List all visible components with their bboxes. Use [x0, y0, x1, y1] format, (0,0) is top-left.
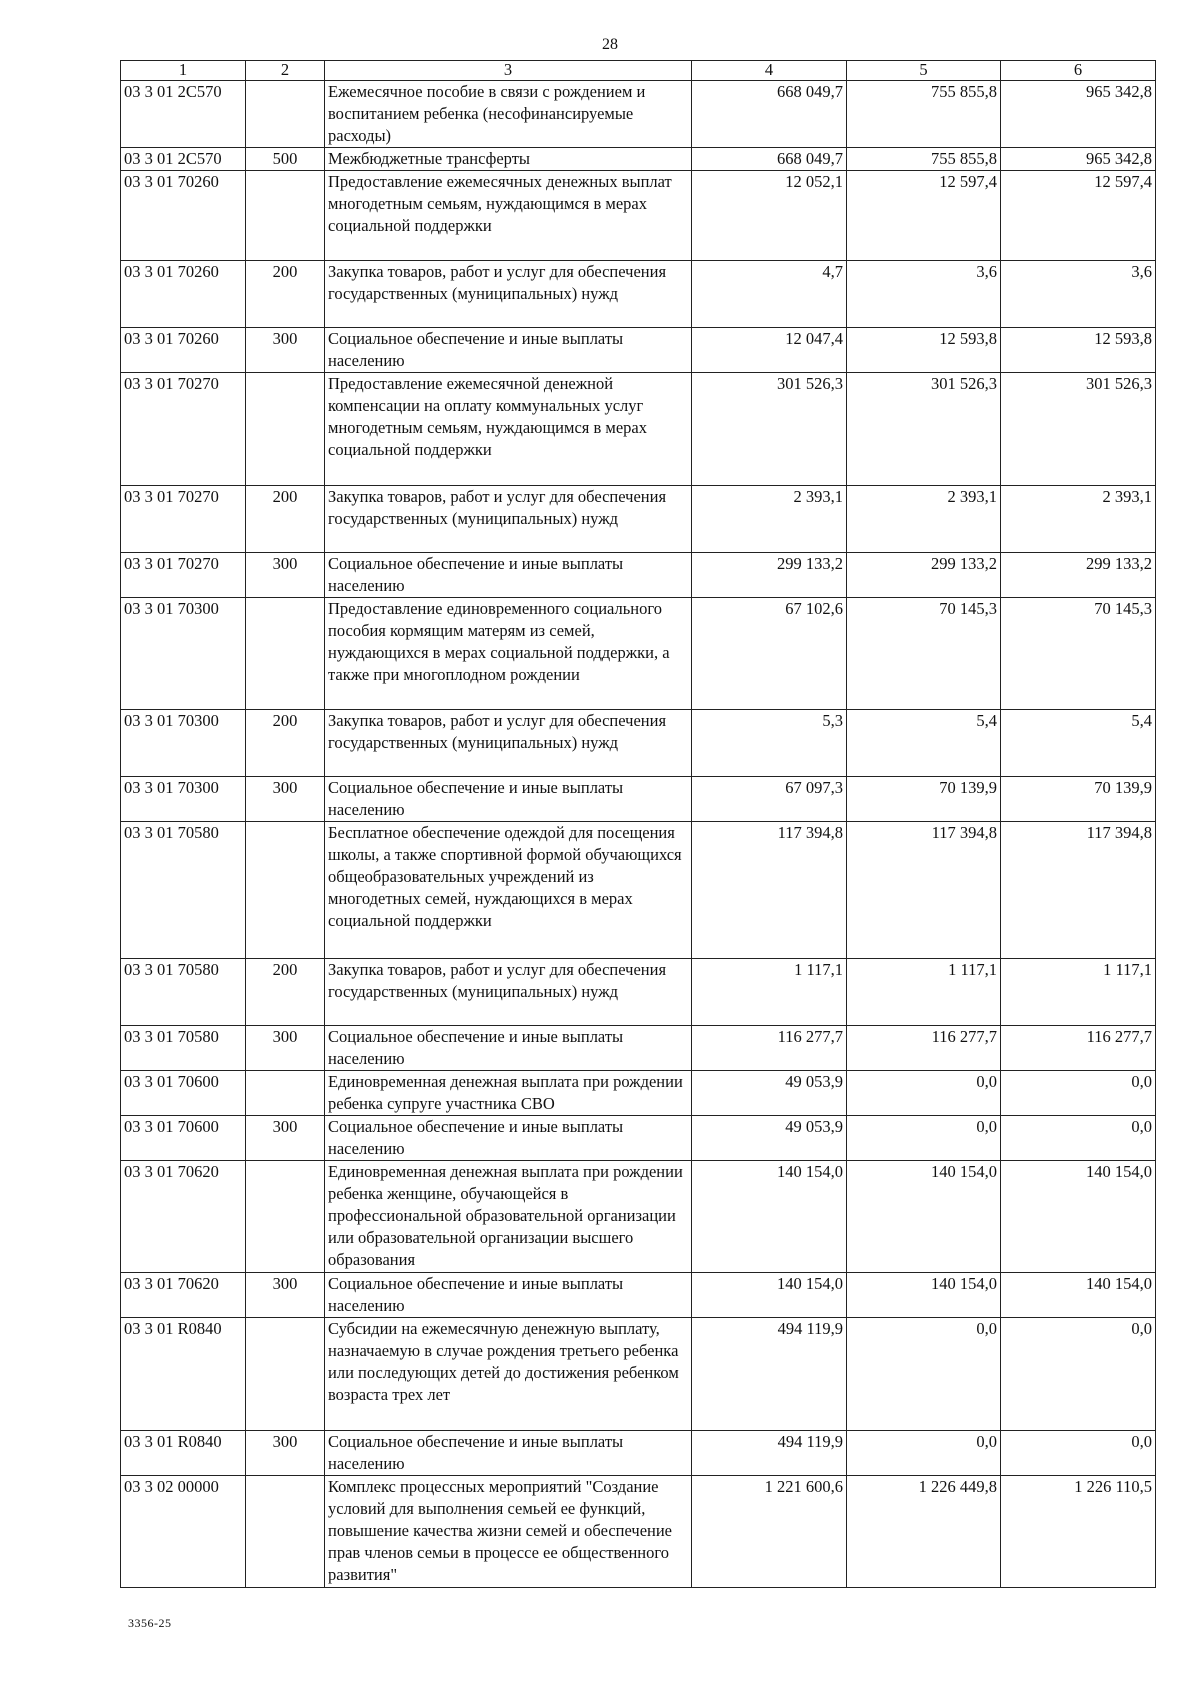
amount-col4: 67 102,6	[692, 598, 847, 710]
expense-type: 200	[246, 261, 325, 328]
table-row	[121, 81, 1156, 148]
col-header-2: 2	[246, 61, 325, 81]
target-code: 03 3 01 70260	[121, 171, 246, 261]
expense-type	[246, 81, 325, 148]
col-header-4: 4	[692, 61, 847, 81]
target-code: 03 3 01 70620	[121, 1161, 246, 1273]
amount-col6: 965 342,8	[1001, 148, 1156, 171]
expense-type: 200	[246, 710, 325, 777]
target-code: 03 3 01 70260	[121, 261, 246, 328]
amount-col5: 116 277,7	[847, 1026, 1001, 1071]
col-header-6: 6	[1001, 61, 1156, 81]
description: Социальное обеспечение и иные выплаты населению	[325, 1431, 692, 1476]
target-code: 03 3 01 70580	[121, 822, 246, 959]
amount-col6: 70 139,9	[1001, 777, 1156, 822]
expense-type: 300	[246, 1116, 325, 1161]
target-code: 03 3 01 70270	[121, 486, 246, 553]
amount-col5: 117 394,8	[847, 822, 1001, 959]
col-header-1: 1	[121, 61, 246, 81]
amount-col5: 755 855,8	[847, 148, 1001, 171]
amount-col5: 301 526,3	[847, 373, 1001, 486]
amount-col4: 494 119,9	[692, 1318, 847, 1431]
table-row	[121, 1476, 1156, 1588]
target-code: 03 3 01 70300	[121, 777, 246, 822]
description: Закупка товаров, работ и услуг для обеспечения государственных (муниципальных) нужд	[325, 261, 692, 328]
amount-col6: 12 597,4	[1001, 171, 1156, 261]
expense-type	[246, 171, 325, 261]
description: Закупка товаров, работ и услуг для обеспечения государственных (муниципальных) нужд	[325, 710, 692, 777]
table-row	[121, 328, 1156, 373]
target-code: 03 3 01 70600	[121, 1116, 246, 1161]
amount-col5: 0,0	[847, 1318, 1001, 1431]
header-row	[121, 61, 1156, 81]
expense-type: 300	[246, 328, 325, 373]
amount-col6: 0,0	[1001, 1071, 1156, 1116]
table-row	[121, 1026, 1156, 1071]
target-code: 03 3 01 70270	[121, 373, 246, 486]
description: Единовременная денежная выплата при рождении ребенка женщине, обучающейся в профессиональной образовательной организации или образовательной организации высшего образования	[325, 1161, 692, 1273]
description: Социальное обеспечение и иные выплаты населению	[325, 1273, 692, 1318]
amount-col5: 755 855,8	[847, 81, 1001, 148]
amount-col6: 965 342,8	[1001, 81, 1156, 148]
table-row	[121, 710, 1156, 777]
amount-col5: 0,0	[847, 1431, 1001, 1476]
table-row	[121, 1116, 1156, 1161]
page-number: 28	[602, 36, 618, 53]
expense-type: 200	[246, 486, 325, 553]
table-row	[121, 1318, 1156, 1431]
table-row	[121, 1161, 1156, 1273]
amount-col5: 12 593,8	[847, 328, 1001, 373]
amount-col4: 4,7	[692, 261, 847, 328]
expense-type: 300	[246, 1273, 325, 1318]
description: Комплекс процессных мероприятий "Создание условий для выполнения семьей ее функций, повышение качества жизни семей и обеспечение прав членов семьи в процессе ее общественного развития"	[325, 1476, 692, 1588]
table-row	[121, 1071, 1156, 1116]
col-header-5: 5	[847, 61, 1001, 81]
amount-col4: 49 053,9	[692, 1116, 847, 1161]
expense-type: 300	[246, 1431, 325, 1476]
amount-col6: 0,0	[1001, 1116, 1156, 1161]
amount-col6: 5,4	[1001, 710, 1156, 777]
target-code: 03 3 01 70300	[121, 710, 246, 777]
description: Ежемесячное пособие в связи с рождением и воспитанием ребенка (несофинансируемые расходы)	[325, 81, 692, 148]
amount-col6: 1 117,1	[1001, 959, 1156, 1026]
amount-col6: 117 394,8	[1001, 822, 1156, 959]
table-row	[121, 261, 1156, 328]
amount-col6: 140 154,0	[1001, 1161, 1156, 1273]
amount-col5: 70 139,9	[847, 777, 1001, 822]
description: Закупка товаров, работ и услуг для обеспечения государственных (муниципальных) нужд	[325, 959, 692, 1026]
target-code: 03 3 01 70300	[121, 598, 246, 710]
amount-col6: 0,0	[1001, 1431, 1156, 1476]
document-code: 3356-25	[128, 1616, 172, 1630]
amount-col4: 117 394,8	[692, 822, 847, 959]
amount-col4: 301 526,3	[692, 373, 847, 486]
expense-type	[246, 373, 325, 486]
description: Предоставление ежемесячной денежной компенсации на оплату коммунальных услуг многодетным семьям, нуждающимся в мерах социальной поддержки	[325, 373, 692, 486]
description: Единовременная денежная выплата при рождении ребенка супруге участника СВО	[325, 1071, 692, 1116]
table-row	[121, 486, 1156, 553]
amount-col6: 116 277,7	[1001, 1026, 1156, 1071]
description: Закупка товаров, работ и услуг для обеспечения государственных (муниципальных) нужд	[325, 486, 692, 553]
expense-type: 500	[246, 148, 325, 171]
amount-col5: 3,6	[847, 261, 1001, 328]
target-code: 03 3 01 70600	[121, 1071, 246, 1116]
amount-col5: 1 117,1	[847, 959, 1001, 1026]
expense-type	[246, 1318, 325, 1431]
table-row	[121, 373, 1156, 486]
amount-col4: 116 277,7	[692, 1026, 847, 1071]
amount-col4: 67 097,3	[692, 777, 847, 822]
target-code: 03 3 01 R0840	[121, 1431, 246, 1476]
table-row	[121, 959, 1156, 1026]
amount-col5: 299 133,2	[847, 553, 1001, 598]
expense-type	[246, 822, 325, 959]
table-row	[121, 822, 1156, 959]
amount-col4: 494 119,9	[692, 1431, 847, 1476]
amount-col5: 70 145,3	[847, 598, 1001, 710]
budget-table	[120, 60, 1156, 1588]
amount-col6: 0,0	[1001, 1318, 1156, 1431]
amount-col4: 12 052,1	[692, 171, 847, 261]
amount-col5: 140 154,0	[847, 1273, 1001, 1318]
amount-col5: 0,0	[847, 1116, 1001, 1161]
description: Бесплатное обеспечение одеждой для посещения школы, а также спортивной формой обучающихся общеобразовательных учреждений из многодетных семей, нуждающихся в мерах социальной поддержки	[325, 822, 692, 959]
description: Межбюджетные трансферты	[325, 148, 692, 171]
amount-col4: 668 049,7	[692, 148, 847, 171]
table-row	[121, 598, 1156, 710]
amount-col5: 2 393,1	[847, 486, 1001, 553]
amount-col6: 3,6	[1001, 261, 1156, 328]
amount-col5: 0,0	[847, 1071, 1001, 1116]
amount-col4: 49 053,9	[692, 1071, 847, 1116]
table-row	[121, 553, 1156, 598]
table-row	[121, 777, 1156, 822]
target-code: 03 3 02 00000	[121, 1476, 246, 1588]
amount-col6: 301 526,3	[1001, 373, 1156, 486]
amount-col5: 5,4	[847, 710, 1001, 777]
amount-col5: 1 226 449,8	[847, 1476, 1001, 1588]
expense-type: 300	[246, 777, 325, 822]
amount-col4: 1 221 600,6	[692, 1476, 847, 1588]
amount-col6: 299 133,2	[1001, 553, 1156, 598]
target-code: 03 3 01 R0840	[121, 1318, 246, 1431]
description: Социальное обеспечение и иные выплаты населению	[325, 553, 692, 598]
description: Социальное обеспечение и иные выплаты населению	[325, 777, 692, 822]
description: Социальное обеспечение и иные выплаты населению	[325, 1116, 692, 1161]
target-code: 03 3 01 70260	[121, 328, 246, 373]
amount-col4: 12 047,4	[692, 328, 847, 373]
amount-col6: 12 593,8	[1001, 328, 1156, 373]
target-code: 03 3 01 70620	[121, 1273, 246, 1318]
expense-type	[246, 1161, 325, 1273]
amount-col6: 70 145,3	[1001, 598, 1156, 710]
amount-col5: 140 154,0	[847, 1161, 1001, 1273]
table-body	[121, 81, 1156, 1588]
col-header-3: 3	[325, 61, 692, 81]
amount-col5: 12 597,4	[847, 171, 1001, 261]
amount-col6: 2 393,1	[1001, 486, 1156, 553]
expense-type: 200	[246, 959, 325, 1026]
expense-type	[246, 1071, 325, 1116]
description: Социальное обеспечение и иные выплаты населению	[325, 1026, 692, 1071]
expense-type	[246, 1476, 325, 1588]
amount-col6: 1 226 110,5	[1001, 1476, 1156, 1588]
description: Субсидии на ежемесячную денежную выплату, назначаемую в случае рождения третьего ребенка или последующих детей до достижения ребенком возраста трех лет	[325, 1318, 692, 1431]
amount-col4: 299 133,2	[692, 553, 847, 598]
target-code: 03 3 01 70580	[121, 1026, 246, 1071]
description: Предоставление единовременного социального пособия кормящим матерям из семей, нуждающихся в мерах социальной поддержки, а также при многоплодном рождении	[325, 598, 692, 710]
target-code: 03 3 01 70270	[121, 553, 246, 598]
table-row	[121, 148, 1156, 171]
amount-col6: 140 154,0	[1001, 1273, 1156, 1318]
amount-col4: 5,3	[692, 710, 847, 777]
description: Предоставление ежемесячных денежных выплат многодетным семьям, нуждающимся в мерах социальной поддержки	[325, 171, 692, 261]
amount-col4: 668 049,7	[692, 81, 847, 148]
expense-type: 300	[246, 1026, 325, 1071]
amount-col4: 1 117,1	[692, 959, 847, 1026]
expense-type	[246, 598, 325, 710]
target-code: 03 3 01 2С570	[121, 81, 246, 148]
description: Социальное обеспечение и иные выплаты населению	[325, 328, 692, 373]
table-row	[121, 1431, 1156, 1476]
amount-col4: 2 393,1	[692, 486, 847, 553]
table-row	[121, 1273, 1156, 1318]
amount-col4: 140 154,0	[692, 1161, 847, 1273]
table-row	[121, 171, 1156, 261]
amount-col4: 140 154,0	[692, 1273, 847, 1318]
target-code: 03 3 01 2С570	[121, 148, 246, 171]
target-code: 03 3 01 70580	[121, 959, 246, 1026]
expense-type: 300	[246, 553, 325, 598]
